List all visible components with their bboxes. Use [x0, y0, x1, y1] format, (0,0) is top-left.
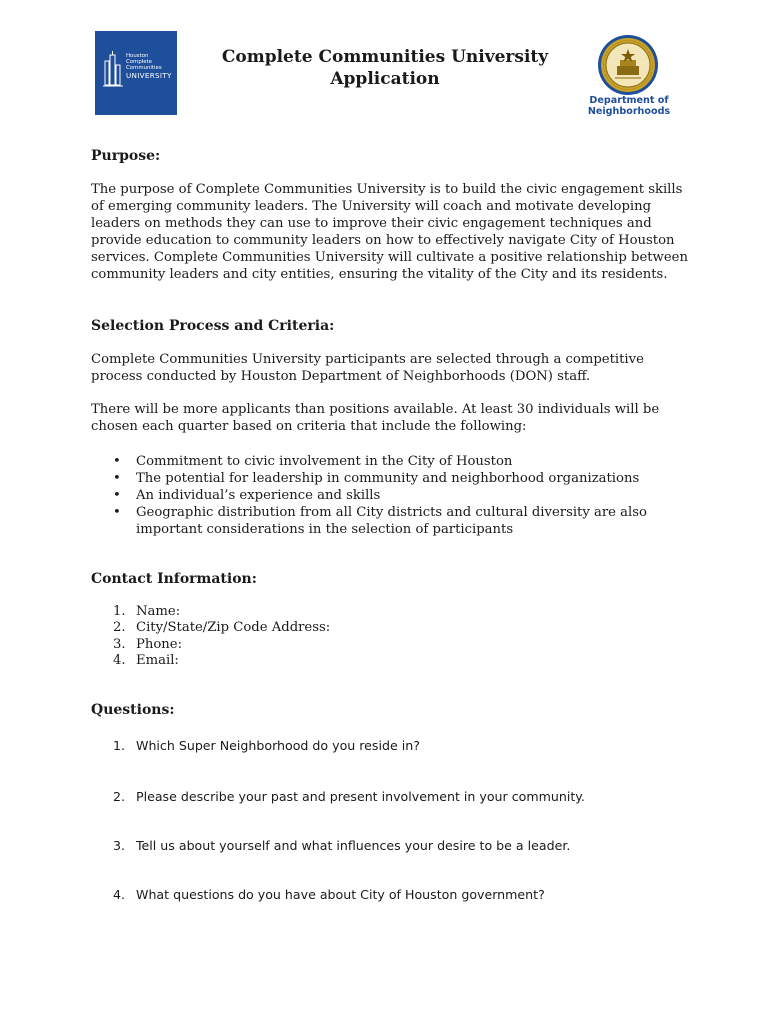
question-number: 3.	[113, 838, 126, 853]
question-number: 4.	[113, 887, 126, 902]
list-item: • The potential for leadership in community and neighborhood organizations	[91, 471, 691, 488]
logo-text	[126, 53, 172, 79]
field-number: 4.	[113, 653, 126, 669]
contact-field-address	[91, 620, 691, 636]
field-label: City/State/Zip Code Address:	[136, 620, 331, 636]
field-label: Phone:	[136, 636, 183, 652]
question-1	[113, 738, 693, 754]
page-title	[200, 46, 570, 90]
question-text: What questions do you have about City of Houston government?	[136, 887, 545, 902]
field-label: Name:	[136, 604, 181, 619]
logo-line-4: UNIVERSITY	[126, 70, 172, 80]
ccu-logo	[95, 31, 177, 115]
selection-heading: Selection Process and Criteria:	[91, 318, 335, 334]
question-text: Which Super Neighborhood do you reside in?	[136, 738, 420, 753]
dept-line-2: Neighborhoods	[587, 106, 671, 117]
title-line-2: Application	[330, 69, 440, 89]
contact-heading: Contact Information:	[91, 571, 257, 587]
selection-para-2: There will be more applicants than positions available. At least 30 individuals will be chosen each quarter based on criteria that include the following:	[91, 402, 660, 434]
questions-heading: Questions:	[91, 702, 175, 718]
list-item: • An individual’s experience and skills	[91, 488, 691, 505]
question-3	[113, 838, 693, 854]
field-number: 3.	[113, 636, 126, 652]
contact-field-name	[91, 604, 691, 620]
list-item: • Commitment to civic involvement in the City of Houston	[91, 454, 691, 471]
selection-para-1: Complete Communities University participants are selected through a competitive process conducted by Houston Department of Neighborhoods (DON) staff.	[91, 352, 644, 384]
contact-field-email	[91, 653, 691, 669]
contact-fields	[91, 604, 691, 670]
field-number: 2.	[113, 620, 126, 636]
question-text: Please describe your past and present involvement in your community.	[136, 789, 585, 804]
contact-field-phone	[91, 637, 691, 653]
department-label	[583, 95, 675, 117]
title-line-1: Complete Communities University	[221, 47, 549, 67]
field-label: Email:	[136, 653, 179, 669]
logo-line-2: Complete	[126, 59, 152, 66]
field-number: 1.	[113, 604, 126, 619]
purpose-text: The purpose of Complete Communities University is to build the civic engagement skills of emerging community leaders. The University will coach and motivate developing leaders on methods they can use to improve their civic engagement techniques and provide education to community leaders on how to effectively navigate City of Houston services. Complete Communities University will cultivate a positive relationship between community leaders and city entities, ensuring the vitality of the City and its residents.	[91, 182, 688, 282]
list-item: • Geographic distribution from all City districts and cultural diversity are also important considerations in the selection of participants	[91, 505, 691, 539]
question-4	[113, 887, 693, 903]
question-number: 2.	[113, 789, 126, 804]
question-text: Tell us about yourself and what influences your desire to be a leader.	[136, 838, 571, 853]
question-2	[113, 789, 693, 805]
dept-line-1: Department of	[589, 95, 669, 106]
logo-line-1: Houston	[126, 53, 149, 59]
city-seal-icon	[597, 34, 659, 96]
question-number: 1.	[113, 738, 126, 753]
criteria-list	[91, 454, 691, 539]
logo-line-3: Communities	[126, 65, 162, 72]
purpose-heading: Purpose:	[91, 148, 161, 164]
